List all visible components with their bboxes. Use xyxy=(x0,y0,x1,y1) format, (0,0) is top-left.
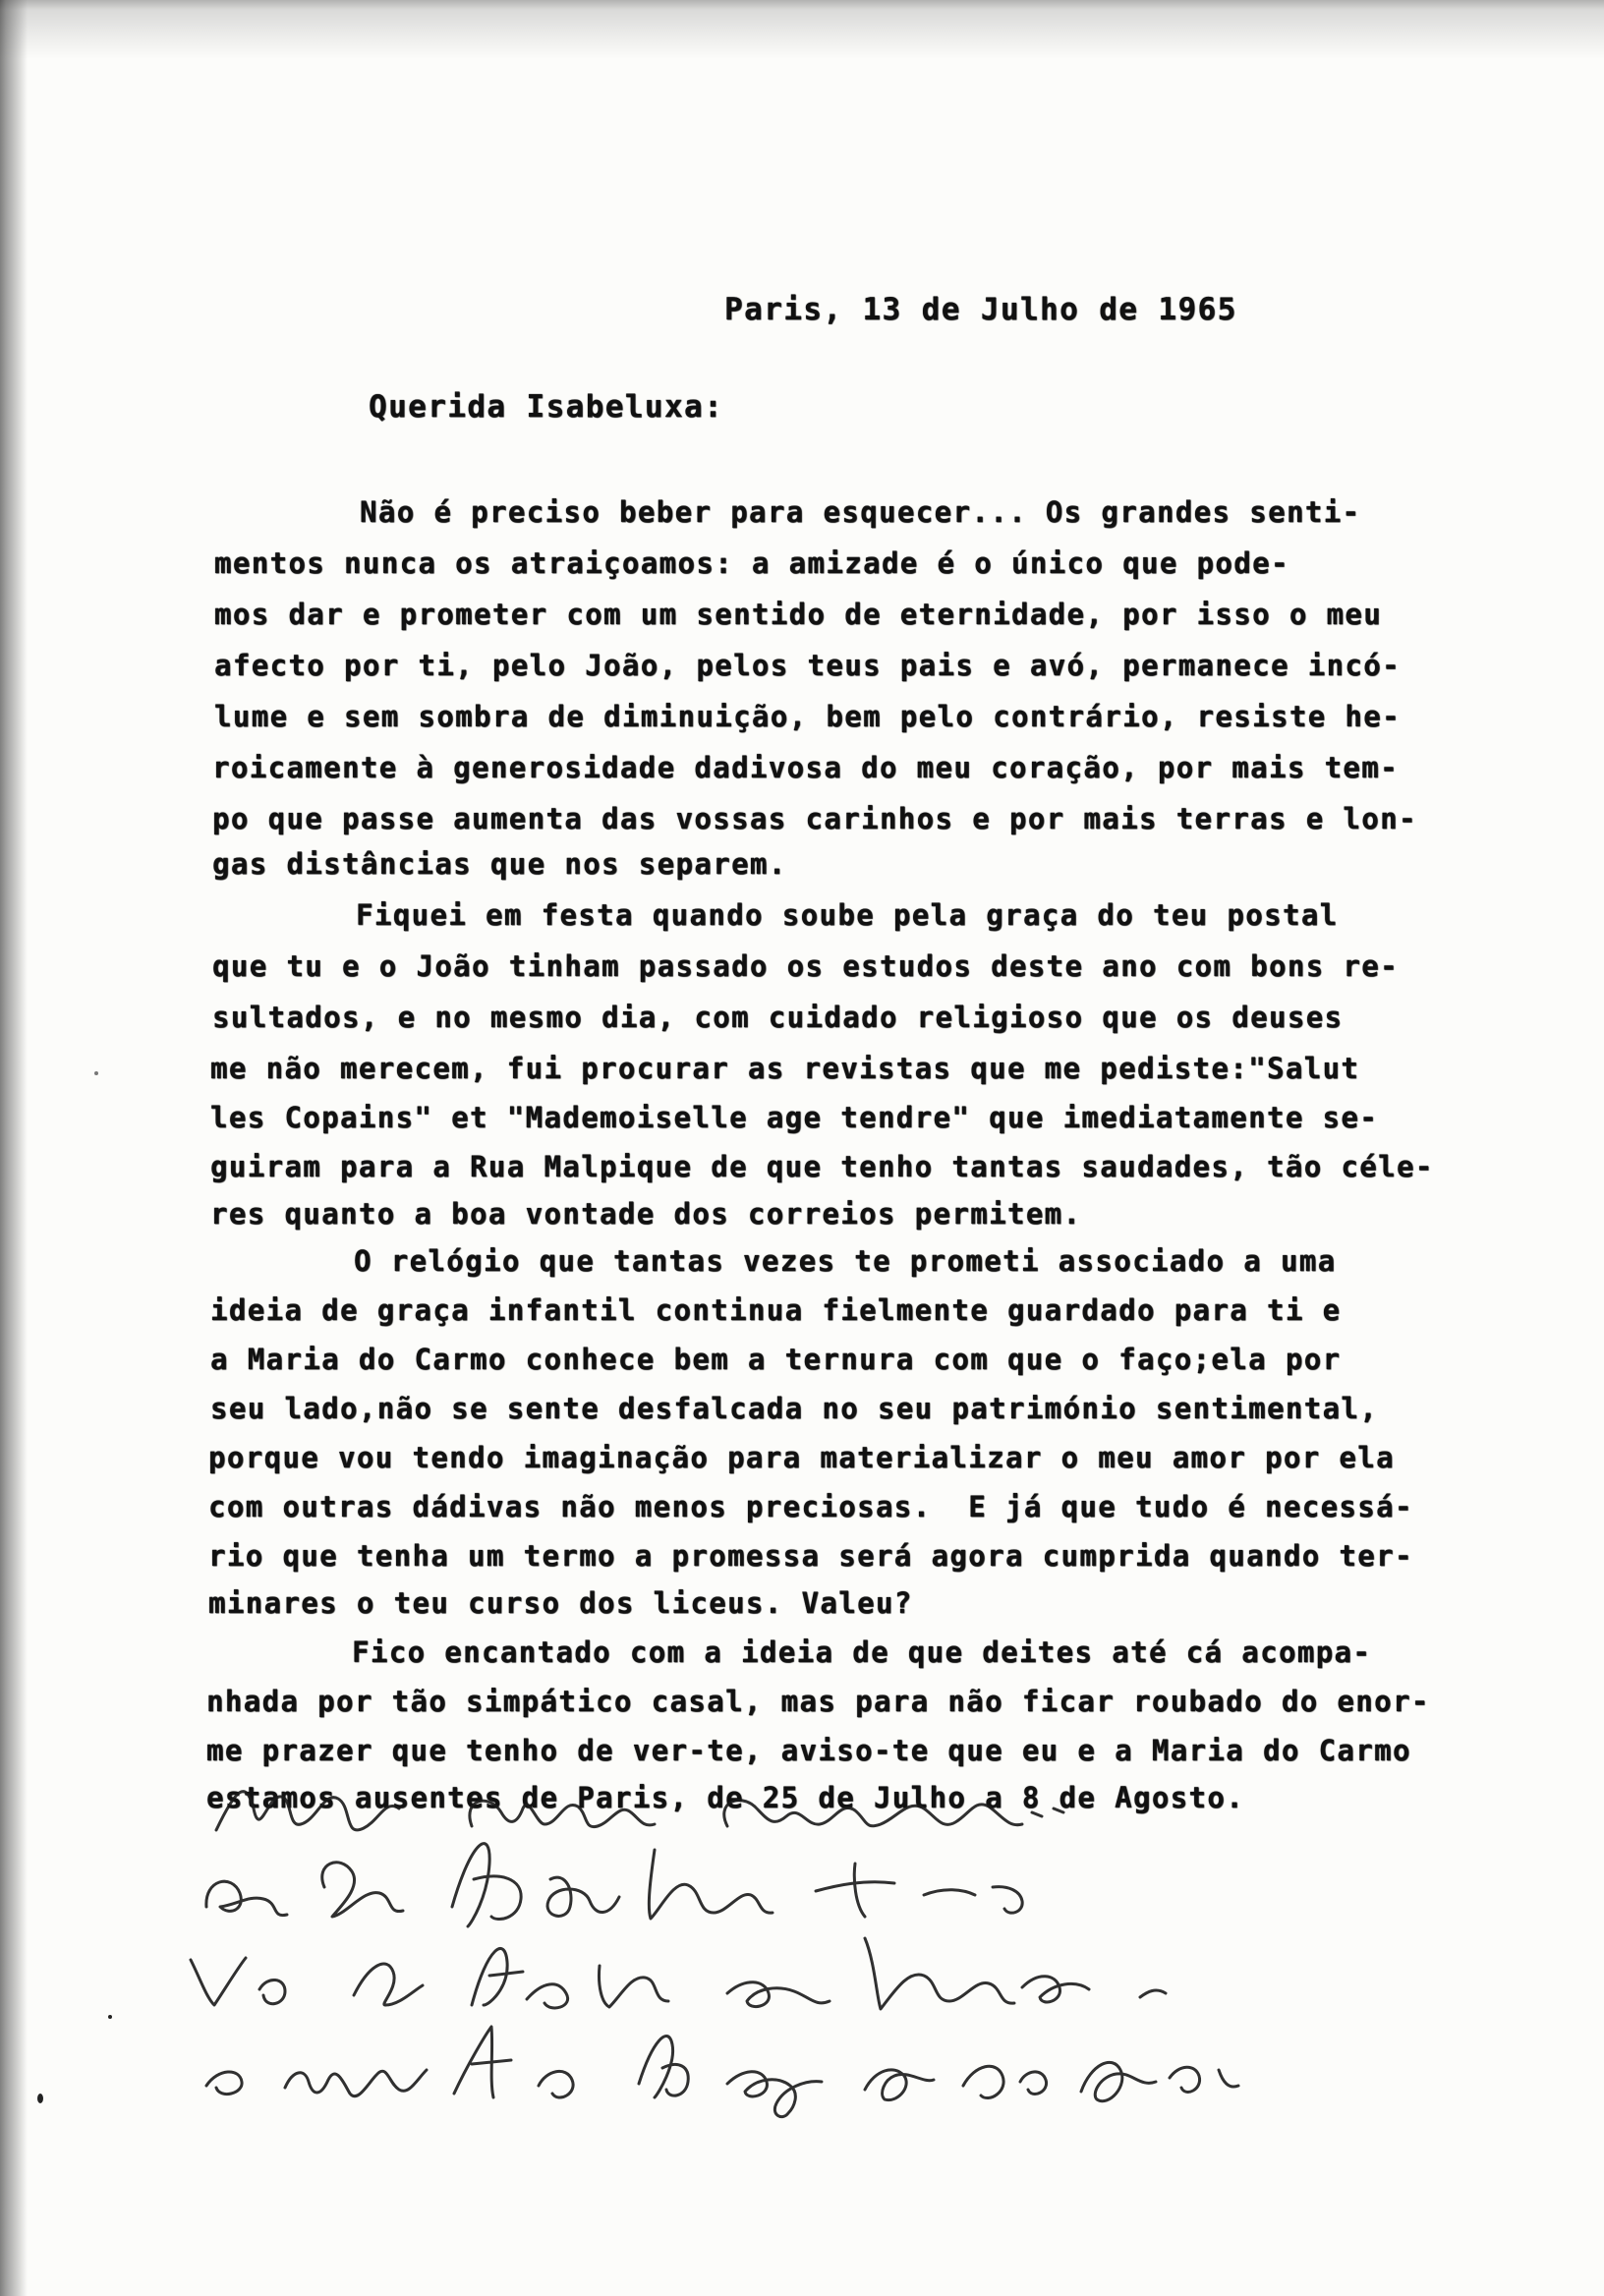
letter-line: mos dar e prometer com um sentido de eternidade, por isso o meu xyxy=(214,598,1383,631)
letter-line: porque vou tendo imaginação para materializar o meu amor por ela xyxy=(208,1441,1396,1474)
letter-line: res quanto a boa vontade dos correios permitem. xyxy=(210,1197,1082,1231)
letter-line: sultados, e no mesmo dia, com cuidado religioso que os deuses xyxy=(212,1001,1344,1034)
letter-line: a Maria do Carmo conhece bem a ternura com que o faço;ela por xyxy=(210,1343,1342,1376)
letter-line: Não é preciso beber para esquecer... Os grandes senti- xyxy=(360,495,1361,529)
paper-speck xyxy=(94,1071,98,1075)
letter-salutation: Querida Isabeluxa: xyxy=(369,389,724,425)
letter-line: mentos nunca os atraiçoamos: a amizade é o único que pode- xyxy=(214,546,1289,580)
letter-line: nhada por tão simpático casal, mas para não ficar roubado do enor- xyxy=(206,1685,1430,1718)
letter-line: me não merecem, fui procurar as revistas que me pediste:"Salut xyxy=(210,1052,1360,1085)
handwritten-note xyxy=(177,1769,1474,2123)
letter-line: lume e sem sombra de diminuição, bem pelo contrário, resiste he- xyxy=(214,700,1402,733)
letter-line: po que passe aumenta das vossas carinhos e por mais terras e lon- xyxy=(212,802,1417,835)
letter-date: Paris, 13 de Julho de 1965 xyxy=(724,292,1237,327)
letter-line: guiram para a Rua Malpique de que tenho tantas saudades, tão céle- xyxy=(210,1150,1434,1183)
letter-line: estamos ausentes de Paris, de 25 de Julho a 8 de Agosto. xyxy=(206,1781,1245,1814)
letter-line: que tu e o João tinham passado os estudos deste ano com bons re- xyxy=(212,949,1400,983)
letter-line: roicamente à generosidade dadivosa do meu coração, por mais tem- xyxy=(212,751,1400,784)
letter-line: O relógio que tantas vezes te prometi associado a uma xyxy=(354,1244,1337,1278)
letter-line: minares o teu curso dos liceus. Valeu? xyxy=(208,1586,913,1620)
letter-line: seu lado,não se sente desfalcada no seu património sentimental, xyxy=(210,1392,1379,1425)
letter-line: com outras dádivas não menos preciosas. E já que tudo é necessá- xyxy=(208,1490,1413,1523)
letter-line: Fiquei em festa quando soube pela graça do teu postal xyxy=(356,898,1339,932)
letter-line: me prazer que tenho de ver-te, aviso-te que eu e a Maria do Carmo xyxy=(206,1734,1411,1767)
letter-line: gas distâncias que nos separem. xyxy=(212,847,787,881)
letter-line: rio que tenha um termo a promessa será agora cumprida quando ter- xyxy=(208,1539,1413,1573)
paper-speck xyxy=(37,2094,43,2103)
paper-speck xyxy=(108,2015,112,2019)
letter-line: Fico encantado com a ideia de que deites até cá acompa- xyxy=(352,1636,1372,1669)
letter-line: ideia de graça infantil continua fielmente guardado para ti e xyxy=(210,1293,1342,1327)
letter-line: afecto por ti, pelo João, pelos teus pais e avó, permanece incó- xyxy=(214,649,1402,682)
letter-line: les Copains" et "Mademoiselle age tendre" que imediatamente se- xyxy=(210,1101,1379,1134)
